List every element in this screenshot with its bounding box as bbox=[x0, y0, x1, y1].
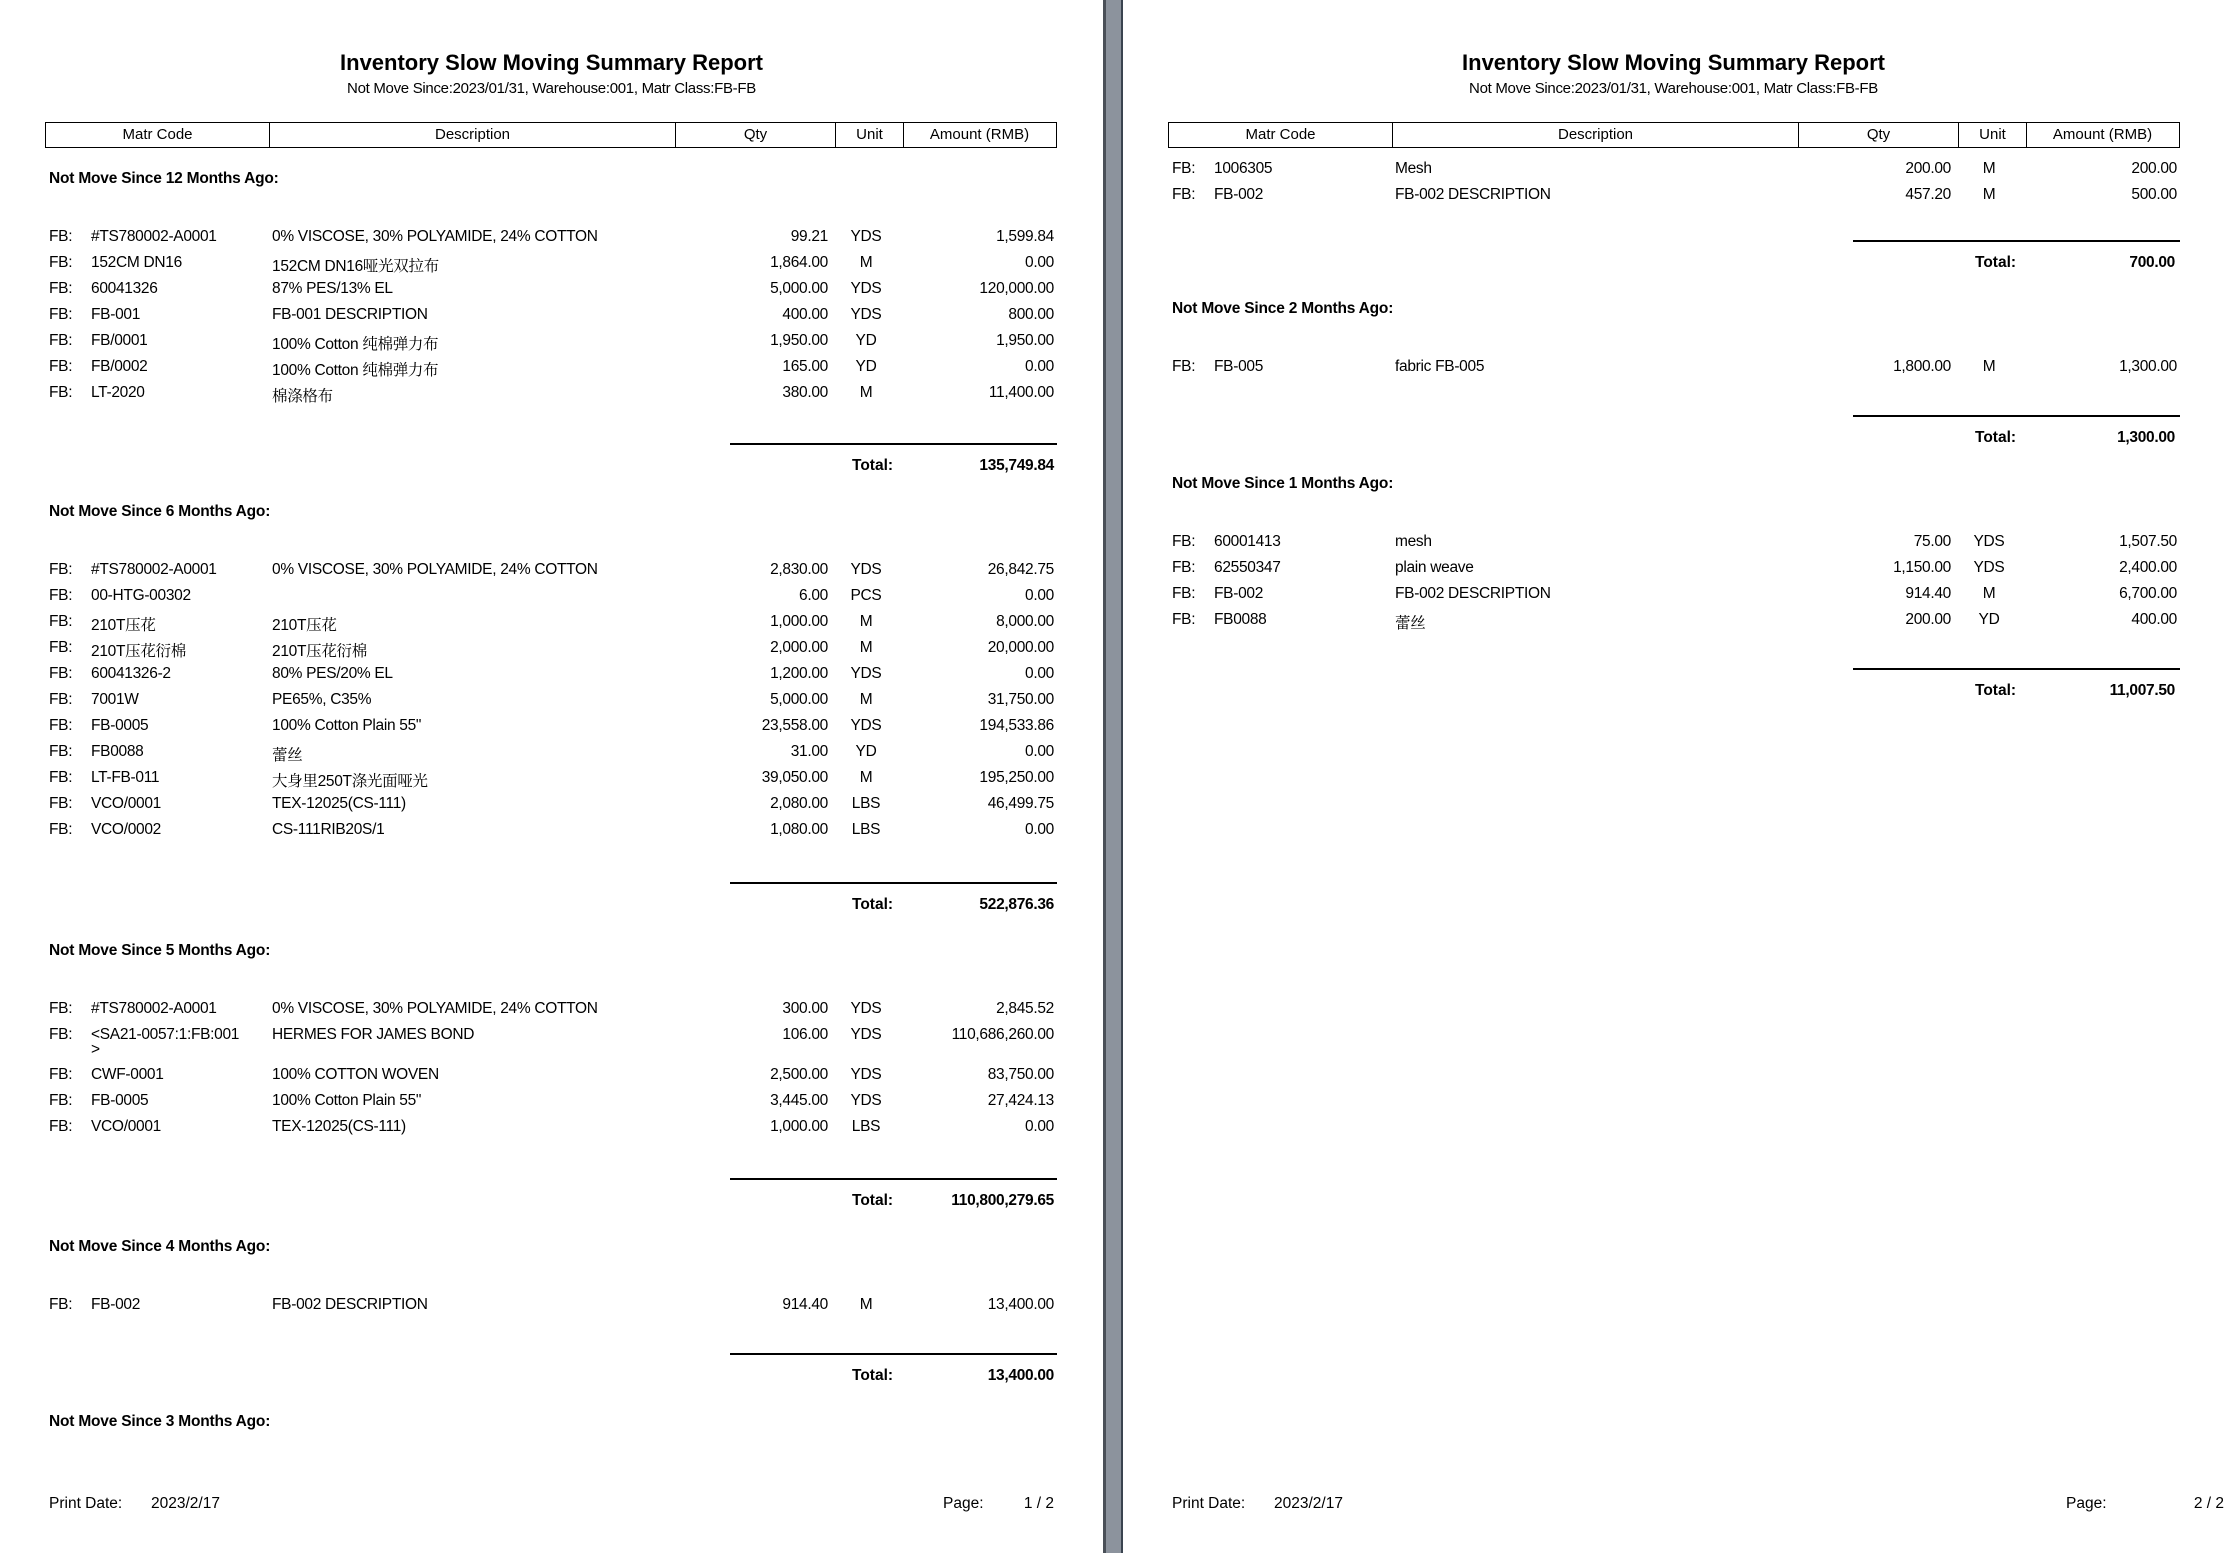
col-qty: Qty bbox=[676, 123, 836, 147]
row-amount: 1,507.50 bbox=[2119, 533, 2177, 550]
row-matr-code: 00-HTG-00302 bbox=[91, 587, 191, 604]
row-description: Mesh bbox=[1395, 160, 1432, 177]
row-qty: 1,950.00 bbox=[770, 332, 828, 349]
row-qty: 2,000.00 bbox=[770, 639, 828, 656]
total-label: Total: bbox=[852, 1192, 894, 1209]
row-amount: 1,300.00 bbox=[2119, 358, 2177, 375]
table-row bbox=[0, 384, 1103, 408]
print-date-label: Print Date: bbox=[49, 1495, 123, 1512]
row-amount: 500.00 bbox=[2131, 186, 2177, 203]
row-prefix: FB: bbox=[49, 587, 73, 604]
row-matr-code: FB-002 bbox=[91, 1296, 141, 1313]
row-amount: 195,250.00 bbox=[979, 769, 1054, 786]
row-prefix: FB: bbox=[49, 821, 73, 838]
row-amount: 31,750.00 bbox=[987, 691, 1054, 708]
row-amount: 2,400.00 bbox=[2119, 559, 2177, 576]
row-qty: 106.00 bbox=[782, 1026, 828, 1043]
col-description: Description bbox=[1393, 123, 1799, 147]
row-prefix: FB: bbox=[1172, 611, 1196, 628]
row-unit: YDS bbox=[850, 1092, 882, 1109]
row-amount: 83,750.00 bbox=[987, 1066, 1054, 1083]
table-row bbox=[1123, 533, 2224, 557]
row-unit: YDS bbox=[850, 561, 882, 578]
table-row bbox=[1123, 585, 2224, 609]
table-row bbox=[1123, 358, 2224, 382]
row-prefix: FB: bbox=[49, 639, 73, 656]
row-qty: 165.00 bbox=[782, 358, 828, 375]
row-amount: 200.00 bbox=[2131, 160, 2177, 177]
row-matr-code: 7001W bbox=[91, 691, 139, 708]
row-matr-code: FB-002 bbox=[1214, 186, 1264, 203]
total-rule bbox=[1853, 415, 2180, 417]
section-heading: Not Move Since 4 Months Ago: bbox=[49, 1238, 271, 1255]
row-qty: 457.20 bbox=[1905, 186, 1951, 203]
row-unit: M bbox=[1982, 160, 1996, 177]
row-matr-code: LT-FB-011 bbox=[91, 769, 160, 786]
row-matr-code: 1006305 bbox=[1214, 160, 1273, 177]
row-unit: M bbox=[859, 384, 873, 401]
table-row bbox=[0, 1118, 1103, 1142]
row-qty: 5,000.00 bbox=[770, 280, 828, 297]
table-row bbox=[0, 306, 1103, 330]
row-amount: 0.00 bbox=[1025, 587, 1054, 604]
row-prefix: FB: bbox=[49, 228, 73, 245]
row-description: 0% VISCOSE, 30% POLYAMIDE, 24% COTTON bbox=[272, 1000, 598, 1017]
table-row bbox=[0, 717, 1103, 741]
row-qty: 2,080.00 bbox=[770, 795, 828, 812]
row-matr-code: FB/0002 bbox=[91, 358, 148, 375]
print-date: 2023/2/17 bbox=[1274, 1495, 1343, 1512]
total-value: 11,007.50 bbox=[2109, 682, 2175, 699]
row-amount: 0.00 bbox=[1025, 821, 1054, 838]
row-unit: YDS bbox=[850, 1000, 882, 1017]
row-unit: LBS bbox=[851, 1118, 881, 1135]
row-amount: 194,533.86 bbox=[979, 717, 1054, 734]
row-unit: M bbox=[859, 691, 873, 708]
table-row bbox=[0, 1026, 1103, 1058]
row-amount: 6,700.00 bbox=[2119, 585, 2177, 602]
row-description: 100% Cotton 纯棉弹力布 bbox=[272, 336, 439, 353]
row-qty: 75.00 bbox=[1913, 533, 1951, 550]
table-row bbox=[0, 613, 1103, 637]
row-qty: 200.00 bbox=[1905, 160, 1951, 177]
row-description: 100% COTTON WOVEN bbox=[272, 1066, 439, 1083]
col-description: Description bbox=[270, 123, 676, 147]
row-prefix: FB: bbox=[49, 358, 73, 375]
col-amount: Amount (RMB) bbox=[929, 126, 1030, 143]
row-matr-code: 210T压花 bbox=[91, 617, 156, 634]
row-prefix: FB: bbox=[49, 665, 73, 682]
report-page-1 bbox=[0, 0, 1103, 1553]
row-matr-code: FB-005 bbox=[1214, 358, 1264, 375]
row-qty: 1,800.00 bbox=[1893, 358, 1951, 375]
row-description: TEX-12025(CS-111) bbox=[272, 795, 406, 812]
row-amount: 400.00 bbox=[2131, 611, 2177, 628]
table-row bbox=[0, 254, 1103, 278]
table-row bbox=[0, 280, 1103, 304]
row-prefix: FB: bbox=[1172, 559, 1196, 576]
row-description: 蕾丝 bbox=[272, 747, 303, 764]
report-subtitle: Not Move Since:2023/01/31, Warehouse:001, Matr Class:FB-FB bbox=[347, 80, 756, 97]
row-prefix: FB: bbox=[49, 332, 73, 349]
page-number: 2 / 2 bbox=[2193, 1495, 2224, 1512]
section-heading: Not Move Since 3 Months Ago: bbox=[49, 1413, 271, 1430]
col-unit: Unit bbox=[836, 123, 904, 147]
row-amount: 0.00 bbox=[1025, 358, 1054, 375]
row-amount: 13,400.00 bbox=[987, 1296, 1054, 1313]
row-prefix: FB: bbox=[49, 384, 73, 401]
row-description: FB-002 DESCRIPTION bbox=[1395, 186, 1551, 203]
total-label: Total: bbox=[1975, 429, 2017, 446]
row-description: CS-111RIB20S/1 bbox=[272, 821, 385, 838]
row-prefix: FB: bbox=[49, 613, 73, 630]
row-qty: 914.40 bbox=[782, 1296, 828, 1313]
row-unit: M bbox=[1982, 186, 1996, 203]
row-amount: 46,499.75 bbox=[987, 795, 1054, 812]
row-unit: M bbox=[859, 1296, 873, 1313]
row-amount: 26,842.75 bbox=[987, 561, 1054, 578]
total-rule bbox=[730, 882, 1057, 884]
table-row bbox=[0, 665, 1103, 689]
row-amount: 20,000.00 bbox=[987, 639, 1054, 656]
row-unit: M bbox=[1982, 358, 1996, 375]
column-header bbox=[45, 122, 1057, 148]
row-qty: 2,830.00 bbox=[770, 561, 828, 578]
row-description: mesh bbox=[1395, 533, 1432, 550]
row-description: FB-002 DESCRIPTION bbox=[272, 1296, 428, 1313]
row-prefix: FB: bbox=[1172, 533, 1196, 550]
row-description: FB-002 DESCRIPTION bbox=[1395, 585, 1551, 602]
row-description: 152CM DN16哑光双拉布 bbox=[272, 258, 439, 275]
row-qty: 31.00 bbox=[790, 743, 828, 760]
row-qty: 914.40 bbox=[1905, 585, 1951, 602]
table-row bbox=[0, 1000, 1103, 1024]
row-unit: YD bbox=[1978, 611, 2000, 628]
page-label: Page: bbox=[2066, 1495, 2107, 1512]
row-qty: 5,000.00 bbox=[770, 691, 828, 708]
row-unit: M bbox=[859, 639, 873, 656]
row-qty: 39,050.00 bbox=[761, 769, 828, 786]
row-unit: YD bbox=[855, 358, 877, 375]
row-qty: 1,200.00 bbox=[770, 665, 828, 682]
total-label: Total: bbox=[1975, 254, 2017, 271]
row-matr-code: 60041326-2 bbox=[91, 665, 171, 682]
row-prefix: FB: bbox=[49, 1092, 73, 1109]
column-header bbox=[1168, 122, 2180, 148]
table-row bbox=[0, 639, 1103, 663]
row-matr-code: CWF-0001 bbox=[91, 1066, 164, 1083]
row-unit: M bbox=[859, 769, 873, 786]
row-qty: 2,500.00 bbox=[770, 1066, 828, 1083]
report-title: Inventory Slow Moving Summary Report bbox=[340, 50, 763, 75]
row-qty: 380.00 bbox=[782, 384, 828, 401]
page-separator bbox=[1103, 0, 1123, 1553]
row-matr-code: <SA21-0057:1:FB:001 bbox=[91, 1026, 240, 1043]
row-prefix: FB: bbox=[49, 795, 73, 812]
print-date: 2023/2/17 bbox=[151, 1495, 220, 1512]
table-row bbox=[0, 769, 1103, 793]
row-amount: 120,000.00 bbox=[979, 280, 1054, 297]
row-prefix: FB: bbox=[49, 1118, 73, 1135]
table-row bbox=[0, 743, 1103, 767]
row-unit: LBS bbox=[851, 795, 881, 812]
row-amount: 27,424.13 bbox=[987, 1092, 1054, 1109]
row-unit: YDS bbox=[850, 717, 882, 734]
row-matr-code: FB0088 bbox=[91, 743, 144, 760]
row-amount: 2,845.52 bbox=[996, 1000, 1054, 1017]
row-prefix: FB: bbox=[49, 1066, 73, 1083]
row-qty: 6.00 bbox=[799, 587, 828, 604]
row-description: 0% VISCOSE, 30% POLYAMIDE, 24% COTTON bbox=[272, 228, 598, 245]
row-unit: YDS bbox=[850, 665, 882, 682]
row-matr-code: FB-001 bbox=[91, 306, 141, 323]
row-matr-code: VCO/0002 bbox=[91, 821, 161, 838]
row-amount: 800.00 bbox=[1008, 306, 1054, 323]
row-matr-code: 210T压花衍棉 bbox=[91, 643, 186, 660]
row-matr-code: FB-002 bbox=[1214, 585, 1264, 602]
row-qty: 1,080.00 bbox=[770, 821, 828, 838]
table-row bbox=[1123, 160, 2224, 184]
table-row bbox=[1123, 559, 2224, 583]
row-matr-code: VCO/0001 bbox=[91, 1118, 161, 1135]
row-amount: 1,950.00 bbox=[996, 332, 1054, 349]
report-subtitle: Not Move Since:2023/01/31, Warehouse:001, Matr Class:FB-FB bbox=[1469, 80, 1878, 97]
table-row bbox=[0, 821, 1103, 845]
row-description: 大身里250T涤光面哑光 bbox=[272, 773, 428, 790]
row-matr-code: 152CM DN16 bbox=[91, 254, 182, 271]
col-matr-code: Matr Code bbox=[46, 123, 270, 147]
row-matr-code: LT-2020 bbox=[91, 384, 145, 401]
row-matr-code: FB-0005 bbox=[91, 717, 149, 734]
total-value: 110,800,279.65 bbox=[951, 1192, 1054, 1209]
table-row bbox=[0, 587, 1103, 611]
row-qty: 200.00 bbox=[1905, 611, 1951, 628]
row-prefix: FB: bbox=[49, 717, 73, 734]
row-prefix: FB: bbox=[1172, 186, 1196, 203]
table-row bbox=[1123, 186, 2224, 210]
row-qty: 23,558.00 bbox=[761, 717, 828, 734]
row-prefix: FB: bbox=[49, 1296, 73, 1313]
row-prefix: FB: bbox=[49, 1000, 73, 1017]
row-unit: M bbox=[1982, 585, 1996, 602]
total-value: 522,876.36 bbox=[979, 896, 1054, 913]
row-description: PE65%, C35% bbox=[272, 691, 372, 708]
table-row bbox=[0, 228, 1103, 252]
section-heading: Not Move Since 12 Months Ago: bbox=[49, 170, 279, 187]
row-matr-code-cont: > bbox=[91, 1041, 100, 1058]
row-matr-code: VCO/0001 bbox=[91, 795, 161, 812]
row-description: 100% Cotton Plain 55" bbox=[272, 1092, 422, 1109]
row-unit: M bbox=[859, 613, 873, 630]
row-prefix: FB: bbox=[49, 306, 73, 323]
row-unit: LBS bbox=[851, 821, 881, 838]
total-rule bbox=[1853, 240, 2180, 242]
row-matr-code: 60041326 bbox=[91, 280, 158, 297]
report-title: Inventory Slow Moving Summary Report bbox=[1462, 50, 1885, 75]
row-description: 100% Cotton Plain 55" bbox=[272, 717, 422, 734]
row-prefix: FB: bbox=[1172, 585, 1196, 602]
row-qty: 1,864.00 bbox=[770, 254, 828, 271]
row-amount: 0.00 bbox=[1025, 743, 1054, 760]
row-prefix: FB: bbox=[1172, 358, 1196, 375]
row-unit: YDS bbox=[850, 1026, 882, 1043]
row-description: 棉涤格布 bbox=[272, 388, 333, 405]
table-row bbox=[0, 1092, 1103, 1116]
row-prefix: FB: bbox=[49, 743, 73, 760]
row-description: FB-001 DESCRIPTION bbox=[272, 306, 428, 323]
section-heading: Not Move Since 6 Months Ago: bbox=[49, 503, 271, 520]
table-row bbox=[0, 358, 1103, 382]
row-qty: 99.21 bbox=[790, 228, 828, 245]
row-qty: 1,000.00 bbox=[770, 1118, 828, 1135]
col-unit: Unit bbox=[1959, 123, 2027, 147]
row-unit: PCS bbox=[850, 587, 882, 604]
row-matr-code: 60001413 bbox=[1214, 533, 1281, 550]
row-unit: YDS bbox=[1973, 533, 2005, 550]
row-unit: YDS bbox=[850, 1066, 882, 1083]
total-label: Total: bbox=[852, 457, 894, 474]
total-value: 135,749.84 bbox=[979, 457, 1054, 474]
row-unit: YD bbox=[855, 743, 877, 760]
row-unit: YDS bbox=[850, 228, 882, 245]
row-prefix: FB: bbox=[49, 561, 73, 578]
row-amount: 1,599.84 bbox=[996, 228, 1054, 245]
page-number: 1 / 2 bbox=[1023, 1495, 1054, 1512]
row-qty: 1,150.00 bbox=[1893, 559, 1951, 576]
print-date-label: Print Date: bbox=[1172, 1495, 1246, 1512]
row-description: 210T压花衍棉 bbox=[272, 643, 367, 660]
row-matr-code: #TS780002-A0001 bbox=[91, 228, 217, 245]
row-matr-code: FB-0005 bbox=[91, 1092, 149, 1109]
total-value: 1,300.00 bbox=[2117, 429, 2175, 446]
total-rule bbox=[730, 1178, 1057, 1180]
row-unit: YDS bbox=[850, 280, 882, 297]
table-row bbox=[0, 795, 1103, 819]
row-amount: 8,000.00 bbox=[996, 613, 1054, 630]
row-prefix: FB: bbox=[49, 280, 73, 297]
page-separator-edge bbox=[1103, 0, 1106, 1553]
total-label: Total: bbox=[852, 896, 894, 913]
row-description: 蕾丝 bbox=[1395, 615, 1426, 632]
row-prefix: FB: bbox=[1172, 160, 1196, 177]
row-description: 0% VISCOSE, 30% POLYAMIDE, 24% COTTON bbox=[272, 561, 598, 578]
row-description: 80% PES/20% EL bbox=[272, 665, 393, 682]
row-amount: 0.00 bbox=[1025, 665, 1054, 682]
row-amount: 0.00 bbox=[1025, 1118, 1054, 1135]
col-amount: Amount (RMB) bbox=[2052, 126, 2153, 143]
row-description: 100% Cotton 纯棉弹力布 bbox=[272, 362, 439, 379]
row-qty: 1,000.00 bbox=[770, 613, 828, 630]
col-qty: Qty bbox=[1799, 123, 1959, 147]
section-heading: Not Move Since 1 Months Ago: bbox=[1172, 475, 1394, 492]
table-row bbox=[0, 332, 1103, 356]
row-unit: YD bbox=[855, 332, 877, 349]
page-label: Page: bbox=[943, 1495, 984, 1512]
row-matr-code: #TS780002-A0001 bbox=[91, 561, 217, 578]
table-row bbox=[0, 1066, 1103, 1090]
row-prefix: FB: bbox=[49, 769, 73, 786]
row-description: TEX-12025(CS-111) bbox=[272, 1118, 406, 1135]
row-amount: 110,686,260.00 bbox=[951, 1026, 1054, 1043]
row-unit: YDS bbox=[1973, 559, 2005, 576]
report-page-2 bbox=[1123, 0, 2224, 1553]
row-prefix: FB: bbox=[49, 1026, 73, 1043]
row-qty: 400.00 bbox=[782, 306, 828, 323]
total-rule bbox=[730, 1353, 1057, 1355]
table-row bbox=[1123, 611, 2224, 635]
row-qty: 300.00 bbox=[782, 1000, 828, 1017]
section-heading: Not Move Since 5 Months Ago: bbox=[49, 942, 271, 959]
total-value: 700.00 bbox=[2129, 254, 2175, 271]
row-description: fabric FB-005 bbox=[1395, 358, 1485, 375]
row-qty: 3,445.00 bbox=[770, 1092, 828, 1109]
table-row bbox=[0, 561, 1103, 585]
total-rule bbox=[730, 443, 1057, 445]
row-amount: 0.00 bbox=[1025, 254, 1054, 271]
total-label: Total: bbox=[852, 1367, 894, 1384]
row-description: 210T压花 bbox=[272, 617, 337, 634]
row-unit: YDS bbox=[850, 306, 882, 323]
row-matr-code: 62550347 bbox=[1214, 559, 1281, 576]
table-row bbox=[0, 1296, 1103, 1320]
row-description: HERMES FOR JAMES BOND bbox=[272, 1026, 475, 1043]
total-rule bbox=[1853, 668, 2180, 670]
col-matr-code: Matr Code bbox=[1169, 123, 1393, 147]
total-value: 13,400.00 bbox=[987, 1367, 1054, 1384]
row-description: plain weave bbox=[1395, 559, 1474, 576]
row-prefix: FB: bbox=[49, 254, 73, 271]
table-row bbox=[0, 691, 1103, 715]
row-amount: 11,400.00 bbox=[988, 384, 1054, 401]
row-unit: M bbox=[859, 254, 873, 271]
total-label: Total: bbox=[1975, 682, 2017, 699]
row-matr-code: #TS780002-A0001 bbox=[91, 1000, 217, 1017]
section-heading: Not Move Since 2 Months Ago: bbox=[1172, 300, 1394, 317]
row-description: 87% PES/13% EL bbox=[272, 280, 393, 297]
row-matr-code: FB/0001 bbox=[91, 332, 148, 349]
row-matr-code: FB0088 bbox=[1214, 611, 1267, 628]
row-prefix: FB: bbox=[49, 691, 73, 708]
